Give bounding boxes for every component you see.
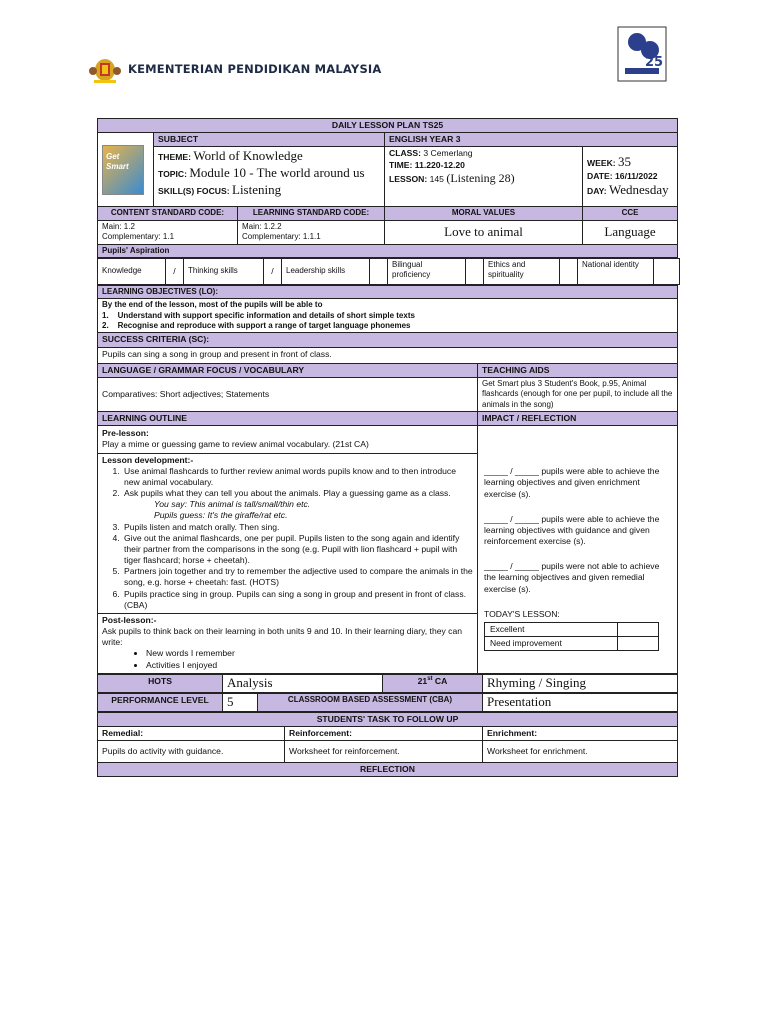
todays-lesson-table xyxy=(484,622,659,651)
students-task-label: STUDENTS' TASK TO FOLLOW UP xyxy=(98,712,678,726)
performance-level-label: PERFORMANCE LEVEL xyxy=(98,693,223,711)
guess-example: Pupils guess: It's the giraffe/rat etc. xyxy=(154,510,288,521)
content-standard-values xyxy=(98,220,238,244)
development-step: 2. Ask pupils what they can tell you about the animals. Play a guessing game as a class. You say: This animal is tall/small/thin etc. Pupils guess: It's the giraffe/rat etc. xyxy=(122,488,473,522)
book-cover-label: Get Smart xyxy=(106,151,129,172)
development-steps xyxy=(102,466,473,611)
topic-label: TOPIC: xyxy=(158,169,187,180)
say-example: You say: This animal is tall/small/thin etc. xyxy=(154,499,311,510)
moral-values-label: MORAL VALUES xyxy=(385,207,583,220)
impact-reflection-body xyxy=(478,426,678,674)
development-step: 4. Give out the animal flashcards, one per pupil. Pupils listen to the song again and identify their partner from the comparisons in the song (e.g. Pupil with lion flashcard + pupil with tiger flashcard; horse + cheetah). xyxy=(122,533,473,567)
cba-value: Presentation xyxy=(483,693,678,711)
post-lesson-list xyxy=(102,648,473,670)
day-value: Wednesday xyxy=(608,182,669,198)
aspiration-label: Pupils' Aspiration xyxy=(98,244,678,257)
book-cover-image xyxy=(102,145,144,195)
objective-item: 2. Recognise and reproduce with support a range of target language phonemes xyxy=(102,321,411,331)
class-time-cell xyxy=(385,147,583,207)
content-standard-label: CONTENT STANDARD CODE: xyxy=(98,207,238,220)
hots-value: Analysis xyxy=(223,674,383,692)
development-label: Lesson development:- xyxy=(102,454,194,465)
development-step: 6. Pupils practice sing in group. Pupils can sing a song in group and present in front of class. (CBA) xyxy=(122,589,473,611)
performance-level-value: 5 xyxy=(223,693,258,711)
reflection-label: REFLECTION xyxy=(98,762,678,776)
aspiration-national: National identity xyxy=(578,258,654,284)
impact-line-remedial: _____ / _____ pupils were not able to achieve the learning objectives and given remedial exercise (s). xyxy=(484,561,660,594)
subject-value: ENGLISH YEAR 3 xyxy=(385,133,678,147)
time-label: TIME: xyxy=(389,159,413,170)
ministry-name: KEMENTERIAN PENDIDIKAN MALAYSIA xyxy=(128,62,382,76)
aspiration-leadership-mark[interactable] xyxy=(370,258,388,284)
theme-label: THEME: xyxy=(158,152,191,163)
learning-outline-body xyxy=(98,426,478,674)
teaching-aids-value: Get Smart plus 3 Student's Book, p.95, Animal flashcards (enough for one per pupil, to include all the animals in the song) xyxy=(478,377,678,411)
post-lesson-item: • New words I remember xyxy=(146,648,473,659)
language-focus-value: Comparatives: Short adjectives; Statements xyxy=(98,377,478,411)
ts25-logo-text: 25 xyxy=(645,55,664,70)
enrichment-value: Worksheet for enrichment. xyxy=(483,740,678,762)
date-value: 16/11/2022 xyxy=(615,171,658,182)
learning-standard-values xyxy=(238,220,385,244)
teaching-aids-label: TEACHING AIDS xyxy=(478,363,678,377)
objective-item: 1. Understand with support specific information and details of short simple texts xyxy=(102,310,415,320)
week-date-cell xyxy=(583,147,678,207)
ts25-logo xyxy=(617,26,667,82)
day-label: DAY: xyxy=(587,186,607,197)
learning-standard-label: LEARNING STANDARD CODE: xyxy=(238,207,385,220)
objectives-cell xyxy=(98,299,678,333)
need-improvement-label: Need improvement xyxy=(485,636,618,650)
development-step: 3. Pupils listen and match orally. Then sing. xyxy=(122,522,473,533)
aspiration-ethics: Ethics and spirituality xyxy=(484,258,560,284)
pre-lesson-label: Pre-lesson: xyxy=(102,428,149,439)
learning-outline-label: LEARNING OUTLINE xyxy=(98,411,478,425)
reinforcement-value: Worksheet for reinforcement. xyxy=(285,740,483,762)
content-main: Main: 1.2 xyxy=(102,221,135,231)
lesson-plan-document xyxy=(97,118,677,777)
objectives-label: LEARNING OBJECTIVES (LO): xyxy=(98,285,678,298)
lesson-value: (Listening 28) xyxy=(446,170,515,185)
aspiration-knowledge: Knowledge xyxy=(98,258,166,284)
remedial-value: Pupils do activity with guidance. xyxy=(98,740,285,762)
impact-line-reinforcement: _____ / _____ pupils were able to achieve the learning objectives with guidance and given reinforcement exercise (s). xyxy=(484,513,660,547)
aspiration-bilingual: Bilingual proficiency xyxy=(388,258,466,284)
language-focus-label: LANGUAGE / GRAMMAR FOCUS / VOCABULARY xyxy=(98,363,478,377)
post-lesson-label: Post-lesson:- xyxy=(102,614,157,625)
objectives-intro: By the end of the lesson, most of the pupils will be able to xyxy=(102,300,323,310)
class-label: CLASS: xyxy=(389,148,421,159)
cce-value: Language xyxy=(583,220,678,244)
impact-line-enrichment: _____ / _____ pupils were able to achieve the learning objectives and given enrichment exercise (s). xyxy=(484,466,660,499)
hots-label: HOTS xyxy=(98,674,223,692)
theme-topic-cell xyxy=(154,147,385,207)
success-criteria-label: SUCCESS CRITERIA (SC): xyxy=(98,333,678,347)
theme-value: World of Knowledge xyxy=(193,148,303,164)
lesson-number: 145 xyxy=(429,173,444,184)
post-lesson-text: Ask pupils to think back on their learning in both units 9 and 10. In their learning diary, they can write: xyxy=(102,626,463,648)
aspiration-ethics-mark[interactable] xyxy=(560,258,578,284)
development-step: 5. Partners join together and try to remember the adjective used to compare the animals in the song, e.g. horse + cheetah: fast. (HOTS) xyxy=(122,566,473,588)
week-label: WEEK: xyxy=(587,158,616,169)
plan-title: DAILY LESSON PLAN TS25 xyxy=(98,119,678,133)
lesson-label: LESSON: xyxy=(389,173,428,184)
success-criteria-text: Pupils can sing a song in group and present in front of class. xyxy=(98,347,678,363)
learning-main: Main: 1.2.2 xyxy=(242,221,282,231)
cba-label: CLASSROOM BASED ASSESSMENT (CBA) xyxy=(258,693,483,711)
time-value: 11.220-12.20 xyxy=(414,159,465,170)
moral-value: Love to animal xyxy=(385,220,583,244)
subject-label: SUBJECT xyxy=(154,133,385,147)
ca-label: 21st CA xyxy=(383,674,483,692)
book-cover-cell xyxy=(98,133,154,207)
class-value: 3 Cemerlang xyxy=(423,148,473,159)
development-step: 1. Use animal flashcards to further review animal words pupils know and to then introduce new animal vocabulary. xyxy=(122,466,473,488)
ca-value: Rhyming / Singing xyxy=(483,674,678,692)
aspiration-national-mark[interactable] xyxy=(654,258,680,284)
content-complementary: Complementary: 1.1 xyxy=(102,232,175,242)
post-lesson-item: • Activities I enjoyed xyxy=(146,660,473,671)
cce-label: CCE xyxy=(583,207,678,220)
excellent-label: Excellent xyxy=(485,622,618,636)
aspiration-thinking: Thinking skills xyxy=(184,258,264,284)
aspiration-leadership: Leadership skills xyxy=(282,258,370,284)
date-label: DATE: xyxy=(587,171,613,182)
week-value: 35 xyxy=(618,154,632,170)
remedial-label: Remedial: xyxy=(98,726,285,740)
aspiration-bilingual-mark[interactable] xyxy=(466,258,484,284)
aspiration-knowledge-mark[interactable]: / xyxy=(166,258,184,284)
topic-value: Module 10 - The world around us xyxy=(189,165,365,181)
pre-lesson-text: Play a mime or guessing game to review animal vocabulary. (21st CA) xyxy=(102,439,369,450)
todays-lesson-label: TODAY'S LESSON: xyxy=(484,608,560,619)
ministry-crest-logo xyxy=(88,54,122,84)
enrichment-label: Enrichment: xyxy=(483,726,678,740)
reinforcement-label: Reinforcement: xyxy=(285,726,483,740)
learning-complementary: Complementary: 1.1.1 xyxy=(242,232,321,242)
need-improvement-checkbox[interactable] xyxy=(618,636,659,650)
skill-value: Listening xyxy=(232,182,282,198)
excellent-checkbox[interactable] xyxy=(618,622,659,636)
aspiration-thinking-mark[interactable]: / xyxy=(264,258,282,284)
impact-reflection-label: IMPACT / REFLECTION xyxy=(478,411,678,425)
skill-label: SKILL(S) FOCUS: xyxy=(158,186,230,197)
